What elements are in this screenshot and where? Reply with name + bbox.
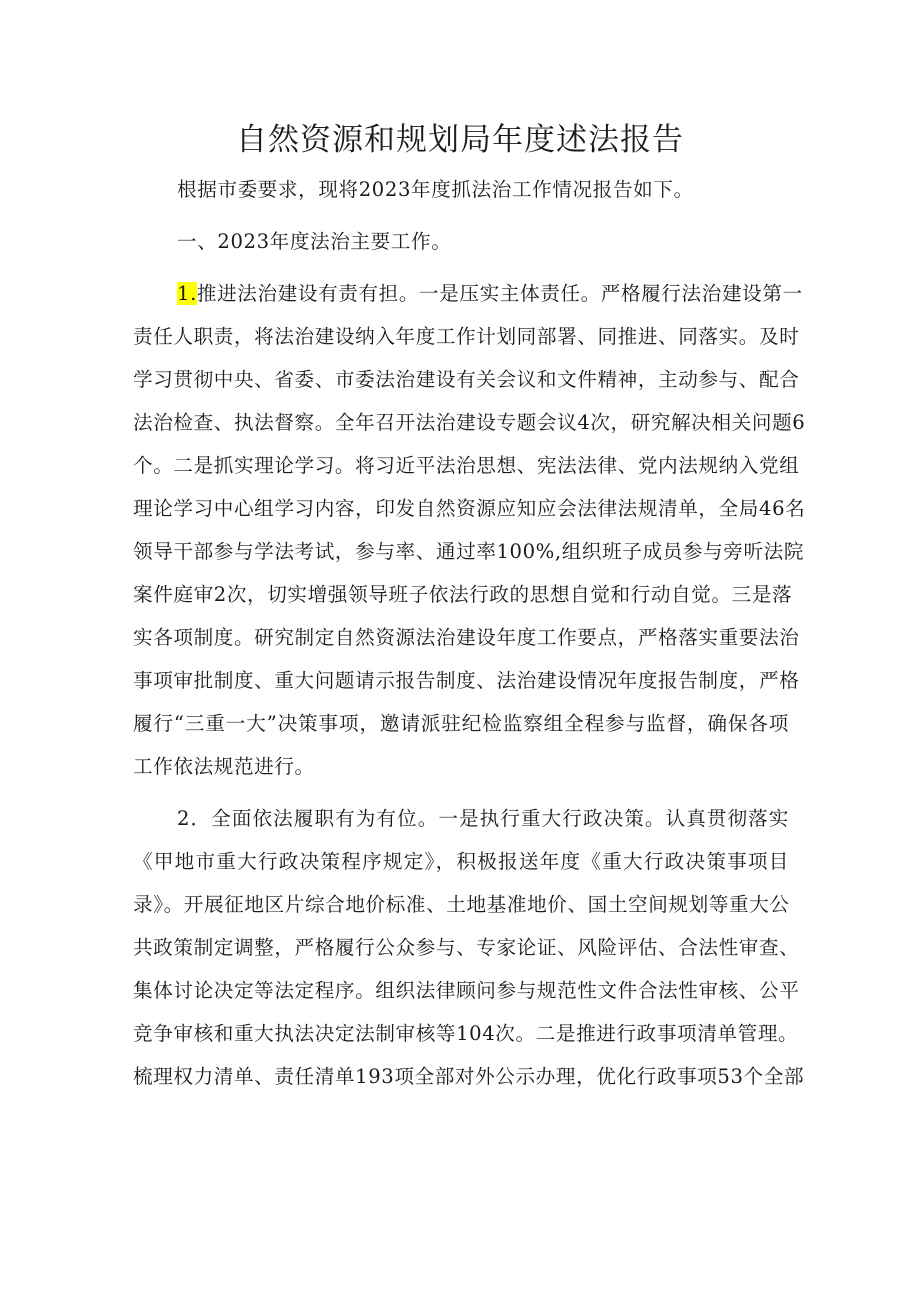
paragraph-line: 《甲地市重大行政决策程序规定》，积极报送年度《重大行政决策事项目 <box>133 850 789 873</box>
paragraph-line: 法治检查、执法督察。全年召开法治建设专题会议4次，研究解决相关问题6 <box>133 411 806 434</box>
paragraph-line: 个。二是抓实理论学习。将习近平法治思想、宪法法律、党内法规纳入党组 <box>133 454 800 477</box>
paragraph-line: 学习贯彻中央、省委、市委法治建设有关会议和文件精神，主动参与、配合 <box>133 368 800 391</box>
paragraph-line: 事项审批制度、重大问题请示报告制度、法治建设情况年度报告制度，严格 <box>133 669 800 692</box>
document-title: 自然资源和规划局年度述法报告 <box>236 122 684 158</box>
paragraph-line: 2．全面依法履职有为有位。一是执行重大行政决策。认真贯彻落实 <box>177 807 789 830</box>
intro-paragraph: 根据市委要求，现将2023年度抓法治工作情况报告如下。 <box>177 178 694 201</box>
paragraph-line: 案件庭审2次，切实增强领导班子依法行政的思想自觉和行动自觉。三是落 <box>133 583 793 606</box>
paragraph-line: 领导干部参与学法考试，参与率、通过率100%,组织班子成员参与旁听法院 <box>133 540 805 563</box>
paragraph-line: 梳理权力清单、责任清单193项全部对外公示办理，优化行政事项53个全部 <box>133 1065 805 1088</box>
paragraph-line: 责任人职责，将法治建设纳入年度工作计划同部署、同推进、同落实。及时 <box>133 325 800 348</box>
paragraph-line: 竞争审核和重大执法决定法制审核等104次。二是推进行政事项清单管理。 <box>133 1022 799 1045</box>
section-heading: 一、2023年度法治主要工作。 <box>177 230 452 253</box>
paragraph-line: 录》。开展征地区片综合地价标准、土地基准地价、国土空间规划等重大公 <box>133 893 790 916</box>
paragraph-line: 共政策制定调整，严格履行公众参与、专家论证、风险评估、合法性审查、 <box>133 936 800 959</box>
paragraph-line: 实各项制度。研究制定自然资源法治建设年度工作要点，严格落实重要法治 <box>133 626 800 649</box>
paragraph-line: 工作依法规范进行。 <box>133 755 315 778</box>
paragraph-number-highlight: 1. <box>177 282 197 305</box>
paragraph-line <box>177 280 803 308</box>
paragraph-line: 理论学习中心组学习内容，印发自然资源应知应会法律法规清单，全局46名 <box>133 497 806 520</box>
paragraph-line: 履行“三重一大”决策事项，邀请派驻纪检监察组全程参与监督，确保各项 <box>133 712 789 735</box>
paragraph-line-text: 推进法治建设有责有担。一是压实主体责任。严格履行法治建设第一 <box>196 282 803 305</box>
paragraph-line: 集体讨论决定等法定程序。组织法律顾问参与规范性文件合法性审核、公平 <box>133 979 800 1002</box>
